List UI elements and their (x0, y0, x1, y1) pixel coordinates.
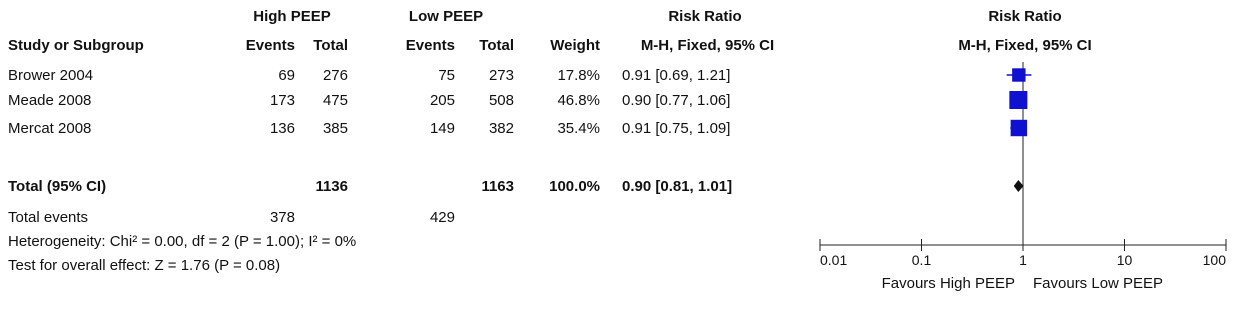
study-marker (1009, 91, 1027, 109)
col-total1-header: Total (313, 37, 348, 54)
study-events1: 173 (269, 92, 295, 109)
group1-header: High PEEP (253, 8, 331, 25)
col-study-header: Study or Subgroup (8, 37, 144, 54)
overall-effect-text: Test for overall effect: Z = 1.76 (P = 0.08) (8, 257, 281, 274)
risk-ratio-plot-header: Risk Ratio (988, 8, 1062, 25)
study-ci: 0.91 [0.75, 1.09] (622, 120, 731, 137)
total-events2: 429 (429, 209, 455, 226)
study-name: Meade 2008 (8, 92, 92, 109)
study-total1: 385 (322, 120, 348, 137)
heterogeneity-text: Heterogeneity: Chi² = 0.00, df = 2 (P = 1.00); I² = 0% (8, 233, 357, 250)
study-events2: 75 (438, 67, 455, 84)
study-ci: 0.90 [0.77, 1.06] (622, 92, 731, 109)
total-total1: 1136 (315, 178, 348, 195)
study-events2: 149 (429, 120, 455, 137)
study-ci: 0.91 [0.69, 1.21] (622, 67, 731, 84)
favours-left-label: Favours High PEEP (881, 275, 1015, 292)
col-total2-header: Total (479, 37, 514, 54)
study-name: Mercat 2008 (8, 120, 92, 137)
risk-ratio-header: Risk Ratio (668, 8, 742, 25)
study-events1: 136 (269, 120, 295, 137)
study-marker (1012, 68, 1025, 81)
study-total2: 273 (488, 67, 514, 84)
x-tick-label: 0.01 (820, 252, 848, 268)
total-ci: 0.90 [0.81, 1.01] (622, 178, 733, 195)
study-total1: 475 (322, 92, 348, 109)
study-name: Brower 2004 (8, 67, 94, 84)
total-label: Total (95% CI) (8, 178, 107, 195)
col-method-plot-header: M-H, Fixed, 95% CI (958, 37, 1092, 54)
study-weight: 35.4% (557, 120, 600, 137)
favours-right-label: Favours Low PEEP (1033, 275, 1164, 292)
total-total2: 1163 (481, 178, 514, 195)
study-total2: 508 (488, 92, 514, 109)
study-total2: 382 (488, 120, 514, 137)
col-method-header: M-H, Fixed, 95% CI (640, 37, 775, 54)
total-weight: 100.0% (549, 178, 600, 195)
x-tick-label: 1 (1019, 252, 1027, 268)
col-events1-header: Events (245, 37, 295, 54)
study-total1: 276 (322, 67, 348, 84)
col-weight-header: Weight (550, 37, 600, 54)
x-tick-label: 0.1 (911, 252, 932, 268)
total-events-label: Total events (8, 209, 89, 226)
study-marker (1011, 120, 1027, 136)
summary-diamond (1014, 180, 1024, 192)
group2-header: Low PEEP (408, 8, 484, 25)
total-events1: 378 (269, 209, 295, 226)
study-weight: 17.8% (557, 67, 600, 84)
study-events2: 205 (429, 92, 455, 109)
study-weight: 46.8% (557, 92, 600, 109)
col-events2-header: Events (405, 37, 455, 54)
x-tick-label: 100 (1202, 252, 1226, 268)
x-tick-label: 10 (1116, 252, 1133, 268)
study-events1: 69 (278, 67, 295, 84)
